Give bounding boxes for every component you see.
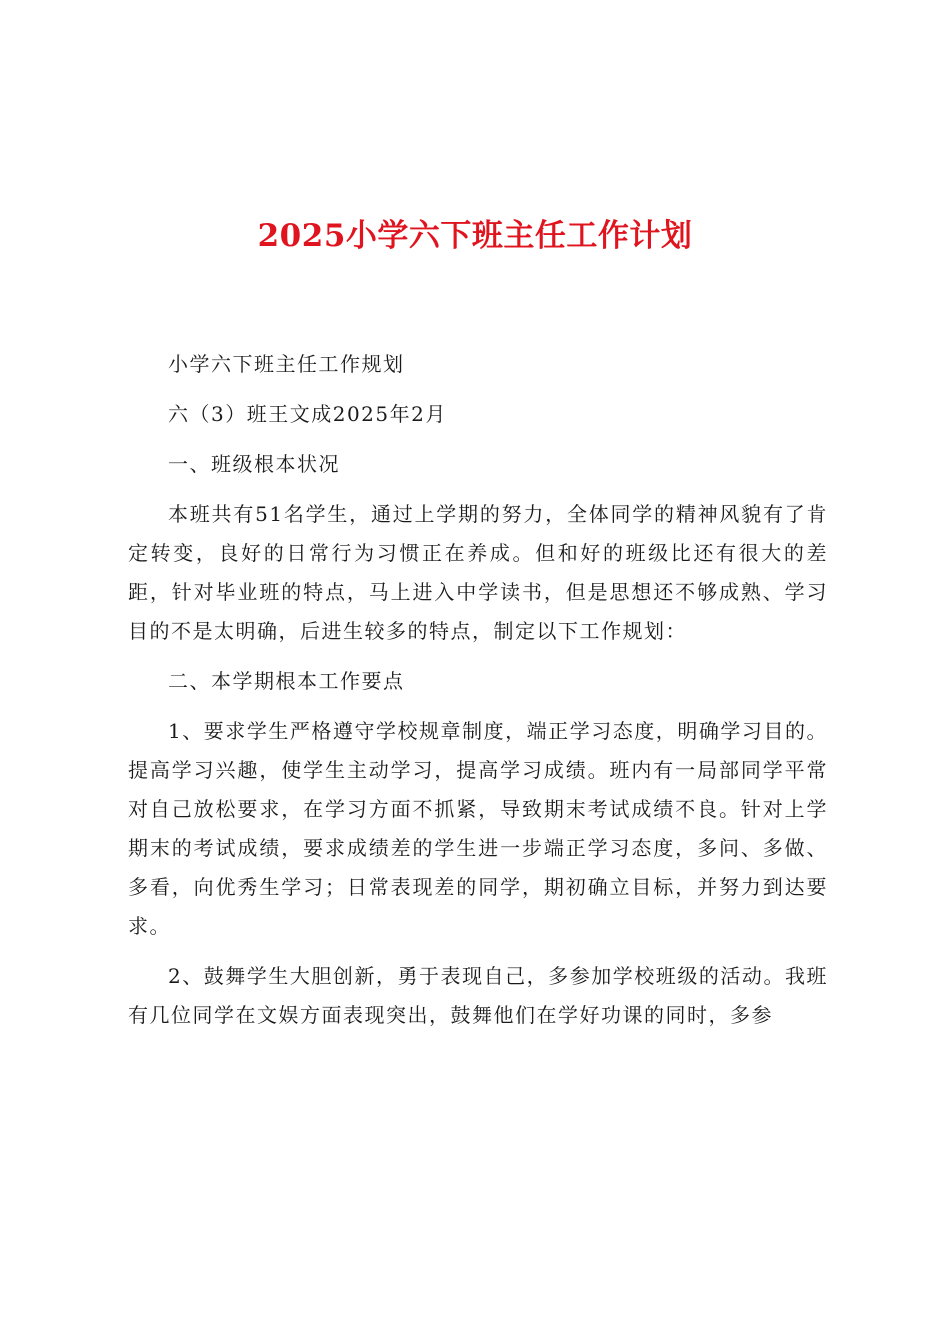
paragraph-point-2: 2、鼓舞学生大胆创新，勇于表现自己，多参加学校班级的活动。我班有几位同学在文娱方面表现突出，鼓舞他们在学好功课的同时，多参	[128, 964, 828, 1027]
document-title: 2025小学六下班主任工作计划	[257, 218, 693, 254]
paragraph-class-status: 本班共有51名学生，通过上学期的努力，全体同学的精神风貌有了肯定转变，良好的日常行为习惯正在养成。但和好的班级比还有很大的差距，针对毕业班的特点，马上进入中学读书，但是思想还不够成熟、学习目的不是太明确，后进生较多的特点，制定以下工作规划：	[128, 502, 828, 643]
document-body	[128, 345, 828, 1046]
paragraph-author-date: 六（3）班王文成2025年2月	[168, 402, 447, 426]
section-heading-1: 一、班级根本状况	[168, 452, 340, 476]
paragraph-subtitle: 小学六下班主任工作规划	[168, 352, 405, 376]
paragraph-point-1: 1、要求学生严格遵守学校规章制度，端正学习态度，明确学习目的。提高学习兴趣，使学生主动学习，提高学习成绩。班内有一局部同学平常对自己放松要求，在学习方面不抓紧，导致期末考试成绩不良。针对上学期末的考试成绩，要求成绩差的学生进一步端正学习态度，多问、多做、多看，向优秀生学习；日常表现差的同学，期初确立目标，并努力到达要求。	[128, 719, 828, 938]
section-heading-2: 二、本学期根本工作要点	[168, 669, 405, 693]
